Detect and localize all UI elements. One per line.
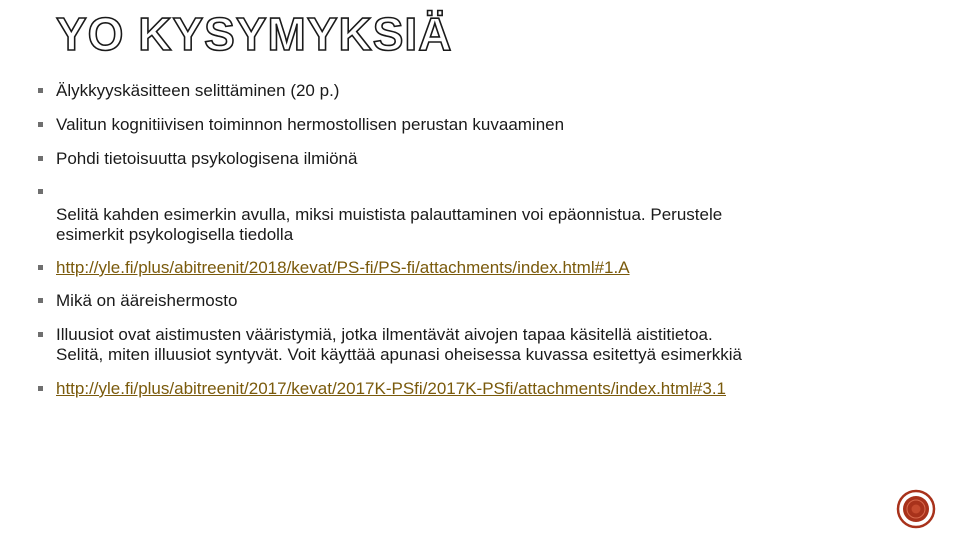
bullet-text: Pohdi tietoisuutta psykologisena ilmiönä bbox=[56, 149, 358, 168]
bullet-item-link-2017[interactable] bbox=[38, 379, 918, 399]
bullet-item-cognitive-function bbox=[38, 115, 918, 135]
bullet-text: Illuusiot ovat aistimusten vääristymiä, jotka ilmentävät aivojen tapaa käsitellä aistitietoa. Selitä, miten illuusiot syntyvät. Voit käyttää apunasi oheisessa kuvassa esitettyä esimerkkiä bbox=[56, 325, 743, 364]
bullet-marker bbox=[38, 122, 43, 127]
bullet-marker bbox=[38, 88, 43, 93]
bullet-text: Mikä on ääreishermosto bbox=[56, 291, 238, 310]
bullet-text: Älykkyyskäsitteen selittäminen (20 p.) bbox=[56, 81, 340, 100]
bullet-item-peripheral-nervous-system bbox=[38, 291, 918, 311]
bullet-marker bbox=[38, 265, 43, 270]
bullet-text: Selitä kahden esimerkin avulla, miksi muistista palauttaminen voi epäonnistua. Perustele esimerkit psykologisella tiedolla bbox=[56, 205, 723, 244]
bullet-item-consciousness bbox=[38, 149, 918, 169]
bullet-marker bbox=[38, 386, 43, 391]
bullet-item-illusions bbox=[38, 325, 918, 365]
exam-link-2017[interactable]: http://yle.fi/plus/abitreenit/2017/kevat/2017K-PSfi/2017K-PSfi/attachments/index.html#3.1 bbox=[56, 379, 726, 398]
bullet-marker bbox=[38, 156, 43, 161]
bullet-marker bbox=[38, 189, 43, 194]
bullet-item-intelligence bbox=[38, 81, 918, 101]
red-circle-emblem-icon bbox=[896, 489, 936, 529]
page-title: YO KYSYMYKSIÄ bbox=[56, 8, 453, 60]
bullet-marker bbox=[38, 332, 43, 337]
bullet-item-memory-retrieval bbox=[38, 182, 918, 245]
exam-link-2018[interactable]: http://yle.fi/plus/abitreenit/2018/kevat/PS-fi/PS-fi/attachments/index.html#1.A bbox=[56, 258, 630, 277]
bullet-item-link-2018[interactable] bbox=[38, 258, 918, 278]
bullet-text: Valitun kognitiivisen toiminnon hermostollisen perustan kuvaaminen bbox=[56, 115, 565, 134]
bullet-marker bbox=[38, 298, 43, 303]
